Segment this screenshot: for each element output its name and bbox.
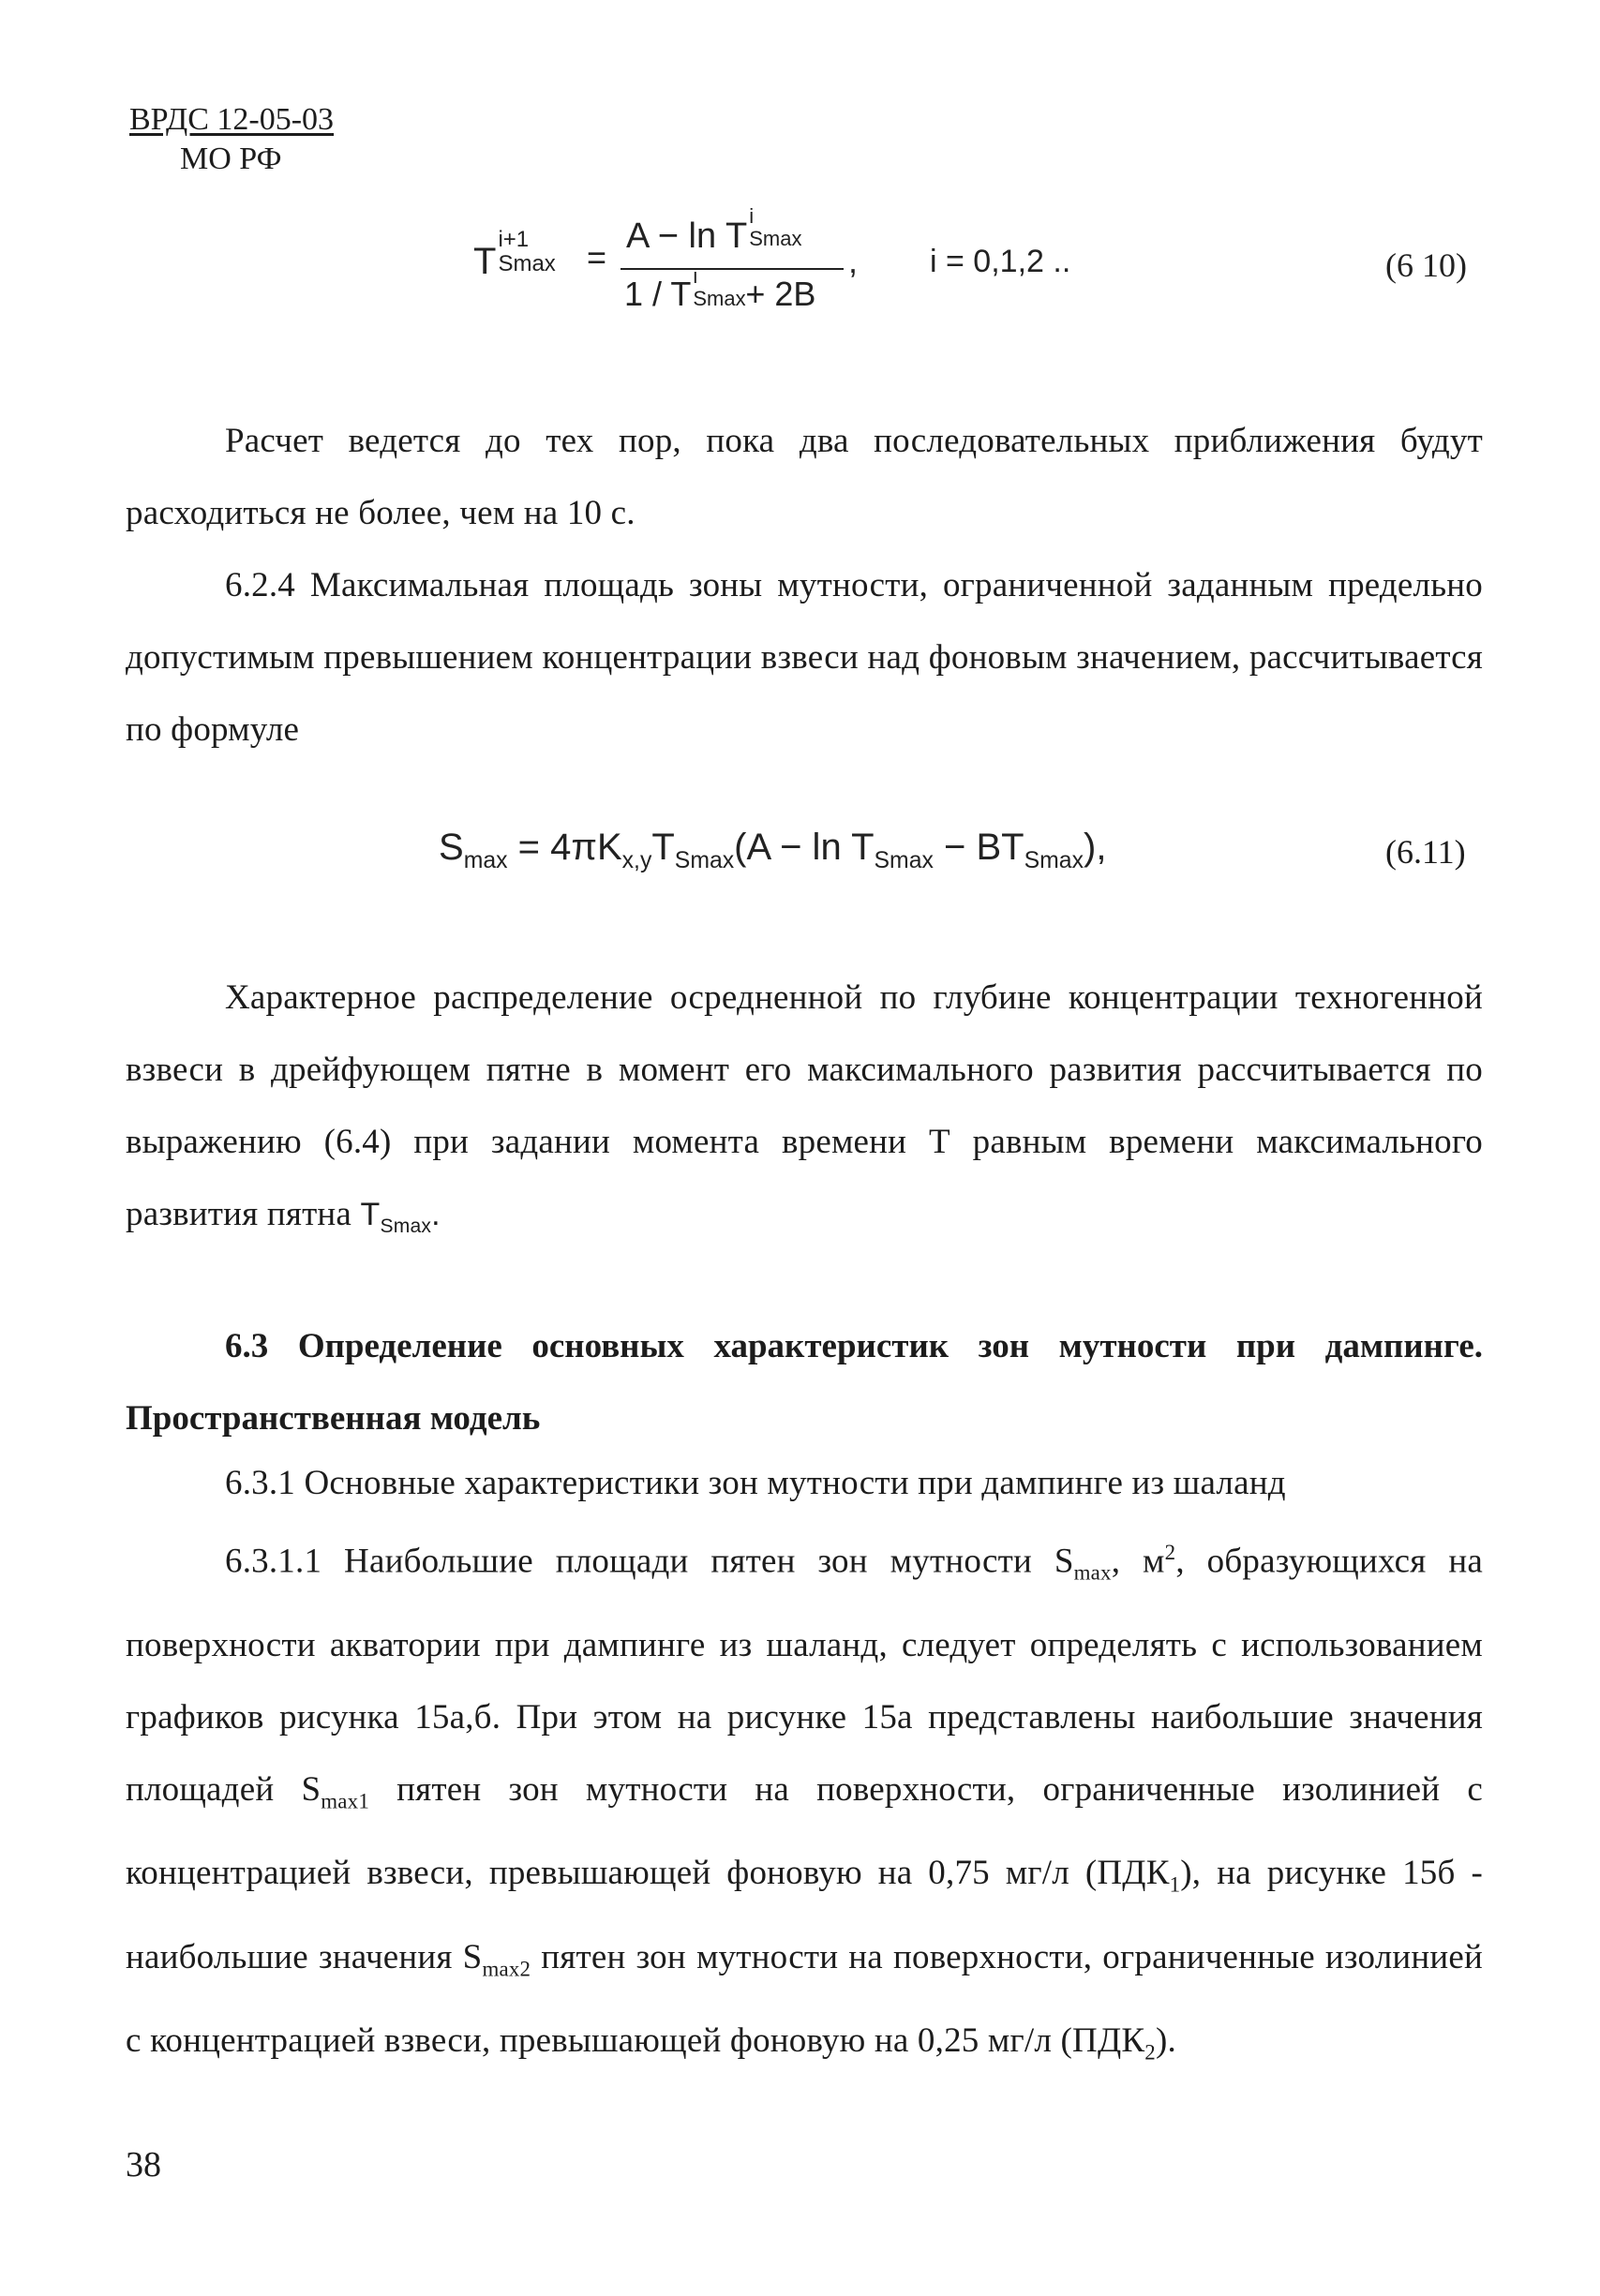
paragraph-6-2-4: 6.2.4 Максимальная площадь зоны мутности, ограниченной заданным предельно допустимым превышением концентрации взвеси над фоновым значением, рассчитывается по формуле	[126, 566, 1483, 749]
equation-number-6-11: (6.11)	[1385, 833, 1466, 871]
page-number: 38	[126, 2145, 161, 2184]
formula-6-11: $S_{max} = 4\pi K_{x,y}T_{Smax}(A - \ln T_{Smax} - BT_{Smax})$,	[439, 827, 1107, 873]
section-heading-6-3: 6.3 Определение основных характеристик зон мутности при дампинге. Пространственная модель	[126, 1327, 1483, 1438]
formula-equals: =	[587, 238, 607, 276]
paragraph-distribution: Характерное распределение осредненной по глубине концентрации техногенной взвеси в дрейфующем пятне в момент его максимального развития рассчитывается по выражению (6.4) при задании момента времени Т равным времени максимального развития пятна $T_{Smax}$.	[126, 978, 1483, 1237]
organization-label: МО РФ	[180, 142, 282, 176]
fraction-bar	[621, 268, 844, 270]
formula-index: i = 0,1,2 ..	[930, 244, 1071, 279]
formula-6-10	[0, 0, 1600, 337]
formula-numerator: A − ln T i Smax	[626, 204, 802, 256]
formula-lhs: T i+1 Smax	[473, 227, 556, 282]
formula-comma: ,	[848, 242, 859, 280]
equation-number: (6 10)	[1385, 246, 1467, 284]
formula-denominator: 1 / T i Smax + 2B	[624, 264, 816, 313]
paragraph-6-3-1-1: 6.3.1.1 Наибольшие площади пятен зон мутности $S_{max}$, $м^2$, образующихся на поверхности акватории при дампинге из шаланд, следует определять с использованием графиков рисунка 15а,б. При этом на рисунке 15а представлены наибольшие значения площадей $S_{max1}$ пятен зон мутности на поверхности, ограниченные изолинией с концентрацией взвеси, превышающей фоновую на 0,75 мг/л $(ПДК_1)$, на рисунке 15б - наибольшие значения $S_{max2}$ пятен зон мутности на поверхности, ограниченные изолинией с концентрацией взвеси, превышающей фоновую на 0,25 мг/л $(ПДК_2)$.	[126, 1541, 1483, 2065]
paragraph-calculation-stop: Расчет ведется до тех пор, пока два последовательных приближения будут расходиться не более, чем на 10 с.	[126, 422, 1483, 532]
paragraph-6-3-1: 6.3.1 Основные характеристики зон мутности при дампинге из шаланд	[225, 1464, 1286, 1502]
document-code: ВРДС 12-05-03	[129, 102, 335, 137]
